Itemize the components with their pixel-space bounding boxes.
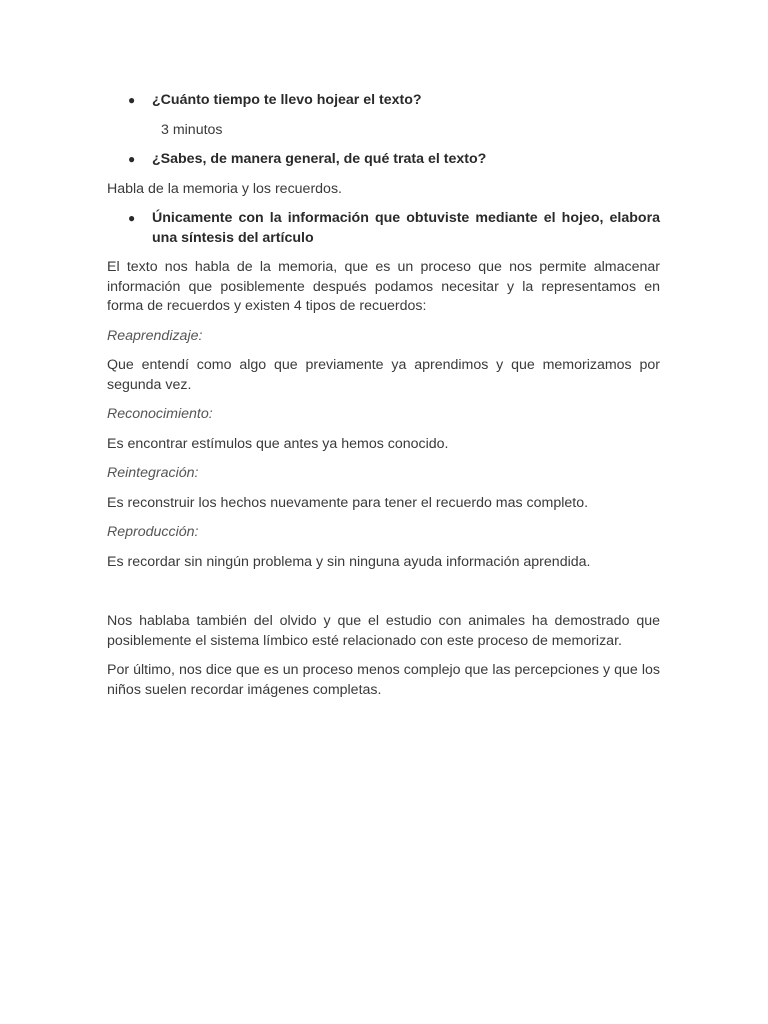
type-desc-4: Es recordar sin ningún problema y sin ninguna ayuda información aprendida. bbox=[107, 553, 591, 570]
type-term-4: Reproducción: bbox=[107, 524, 199, 540]
bullet-icon: ● bbox=[128, 211, 136, 225]
type-term-1: Reaprendizaje: bbox=[107, 327, 203, 344]
question-2-text: ¿Sabes, de manera general, de qué trata el texto? bbox=[152, 151, 487, 167]
bullet-icon: ● bbox=[128, 93, 136, 107]
question-1-text: ¿Cuánto tiempo te llevo hojear el texto? bbox=[152, 92, 422, 108]
document-body bbox=[107, 91, 660, 700]
closing-paragraph: Por último, nos dice que es un proceso menos complejo que las percepciones y que los niños suelen recordar imágenes completas. bbox=[107, 662, 660, 698]
answer-2: Habla de la memoria y los recuerdos. bbox=[107, 180, 342, 197]
intro-paragraph: El texto nos habla de la memoria, que es un proceso que nos permite almacenar información que posiblemente después podamos necesitar y la representamos en forma de recuerdos y existen 4 tipos de recuerdos: bbox=[107, 259, 660, 314]
question-2 bbox=[107, 150, 660, 170]
bullet-icon: ● bbox=[128, 152, 136, 166]
type-desc-3: Es reconstruir los hechos nuevamente para tener el recuerdo mas completo. bbox=[107, 494, 589, 511]
question-3 bbox=[107, 209, 660, 248]
question-3-text: Únicamente con la información que obtuviste mediante el hojeo, elabora una síntesis del artículo bbox=[152, 210, 660, 246]
type-term-3: Reintegración: bbox=[107, 465, 199, 481]
question-1 bbox=[107, 91, 660, 111]
type-desc-1: Que entendí como algo que previamente ya aprendimos y que memorizamos por segunda vez. bbox=[107, 357, 660, 393]
type-desc-2: Es encontrar estímulos que antes ya hemos conocido. bbox=[107, 435, 449, 452]
answer-1: 3 minutos bbox=[161, 121, 223, 138]
type-term-2: Reconocimiento: bbox=[107, 406, 213, 422]
olvido-paragraph: Nos hablaba también del olvido y que el estudio con animales ha demostrado que posiblemente el sistema límbico esté relacionado con este proceso de memorizar. bbox=[107, 613, 660, 649]
